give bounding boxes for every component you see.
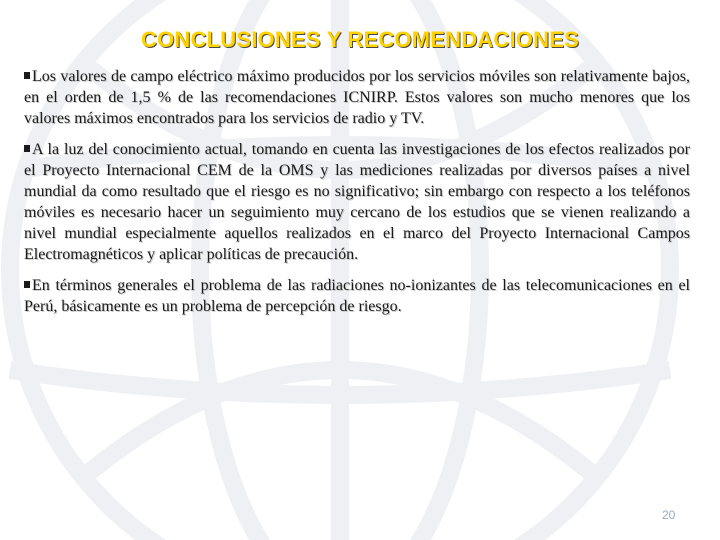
bullet-paragraph-3 (24, 275, 690, 317)
square-bullet-icon (24, 72, 30, 79)
page-number: 20 (662, 508, 676, 522)
square-bullet-icon (24, 145, 30, 152)
slide-title: CONCLUSIONES Y RECOMENDACIONES (141, 27, 579, 52)
bullet-paragraph-1 (24, 66, 690, 129)
paragraph-1-text: Los valores de campo eléctrico máximo producidos por los servicios móviles son relativamente bajos, en el orden de 1,5 % de las recomendaciones ICNIRP. Estos valores son mucho menores que los valores máximos encontrados para los servicios de radio y TV. (24, 68, 690, 127)
paragraph-2-text: A la luz del conocimiento actual, tomando en cuenta las investigaciones de los efectos realizados por el Proyecto Internacional CEM de la OMS y las mediciones realizadas por diversos países a nivel mundial da como resultado que el riesgo es no significativo; sin embargo con respecto a los teléfonos móviles es necesario hacer un seguimiento muy cercano de los estudios que se vienen realizando a nivel mundial especialmente aquellos realizados en el marco del Proyecto Internacional Campos Electromagnéticos y aplicar políticas de precaución. (24, 141, 690, 263)
paragraph-3-text: En términos generales el problema de las radiaciones no-ionizantes de las telecomunicaciones en el Perú, básicamente es un problema de percepción de riesgo. (24, 277, 690, 315)
square-bullet-icon (24, 281, 30, 288)
slide-body (24, 66, 690, 327)
bullet-paragraph-2 (24, 139, 690, 265)
